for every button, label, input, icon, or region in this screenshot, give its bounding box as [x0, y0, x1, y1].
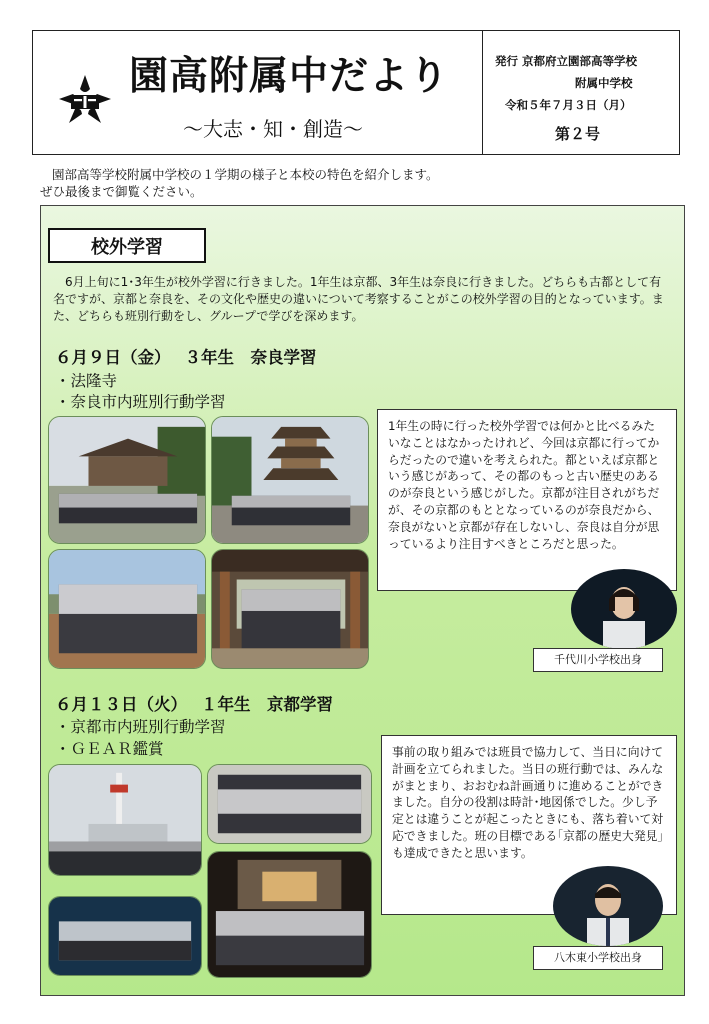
- field-trip-panel: [40, 205, 685, 996]
- nara-heading: ６月９日（金） ３年生 奈良学習: [55, 348, 317, 367]
- nara-item-group-activity: ・奈良市内班別行動学習: [55, 393, 226, 411]
- kyoto-student-comment: 事前の取り組みでは班員で協力して、当日に向けて計画を立てられました。当日の班行動では、みんながまとまり、おおむね計画通りに進めることができました。自分の役割は時計･地図係でした。少し予定とは違うことが起こったときにも、落ち着いて対応できました。班の目標である｢京都の歴史大発見｣も達成できたと思います。: [381, 735, 677, 915]
- intro-text: [40, 166, 652, 200]
- masthead: [32, 30, 680, 155]
- newsletter-title: 園高附属中だより: [129, 54, 450, 99]
- kyoto-item-group-activity: ・京都市内班別行動学習: [55, 718, 226, 736]
- masthead-info: [483, 31, 679, 154]
- publisher-line-1: 発行 京都府立園部高等学校: [495, 54, 638, 68]
- intro-line-1: 園部高等学校附属中学校の１学期の様子と本校の特色を紹介します。: [52, 167, 439, 182]
- photo-students-park: [48, 549, 206, 669]
- issue-number: 第２号: [555, 125, 601, 143]
- publish-date: 令和５年７月３日（月）: [505, 98, 632, 112]
- photo-gear-theater-seats: [48, 896, 202, 976]
- kyoto-heading: ６月１３日（火） １年生 京都学習: [55, 695, 333, 714]
- nara-item-horyuji: ・法隆寺: [55, 372, 118, 390]
- photo-gear-stage: [207, 851, 372, 978]
- photo-horyuji-group: [48, 416, 206, 544]
- photo-pagoda-students: [211, 416, 369, 544]
- intro-line-2: ぜひ最後まで御覧ください。: [40, 184, 203, 199]
- photo-kyoto-tower: [48, 764, 202, 876]
- kyoto-student-photo: [553, 866, 663, 946]
- kyoto-item-gear: ・ＧＥＡＲ鑑賞: [55, 740, 164, 758]
- school-crest-icon: [57, 73, 113, 129]
- nara-student-school: 千代川小学校出身: [533, 648, 663, 672]
- school-motto: ～大志・知・創造～: [183, 117, 363, 141]
- section-lead-text: 6月上旬に1･3年生が校外学習に行きました。1年生は京都、3年生は奈良に行きました。どちらも古都として有名ですが、京都と奈良を、その文化や歴史の違いについて考察することがこの校外学習の目的となっています。また、どちらも班別行動をし、グループで学びを深めます。: [53, 275, 664, 323]
- photo-shrine-gate: [211, 549, 369, 669]
- section-title: 校外学習: [48, 228, 206, 263]
- nara-student-comment: 1年生の時に行った校外学習では何かと比べるみたいなことはなかったけれど、今回は京都に行ってからだったので違いを考えられた。都といえば京都という感じがあって、その都のもっと古い歴史のあるのが奈良という感じがした。京都が注目されがちだが、その京都のもととなっているのが奈良だから、奈良がないと京都が存在しないし、奈良は自分が思っているより注目すべきところだと思った。: [377, 409, 677, 591]
- publisher-line-2: 附属中学校: [575, 76, 633, 90]
- photo-kyoto-students: [207, 764, 372, 844]
- nara-student-photo: [571, 569, 677, 649]
- kyoto-student-school: 八木東小学校出身: [533, 946, 663, 970]
- masthead-title-area: [33, 31, 483, 154]
